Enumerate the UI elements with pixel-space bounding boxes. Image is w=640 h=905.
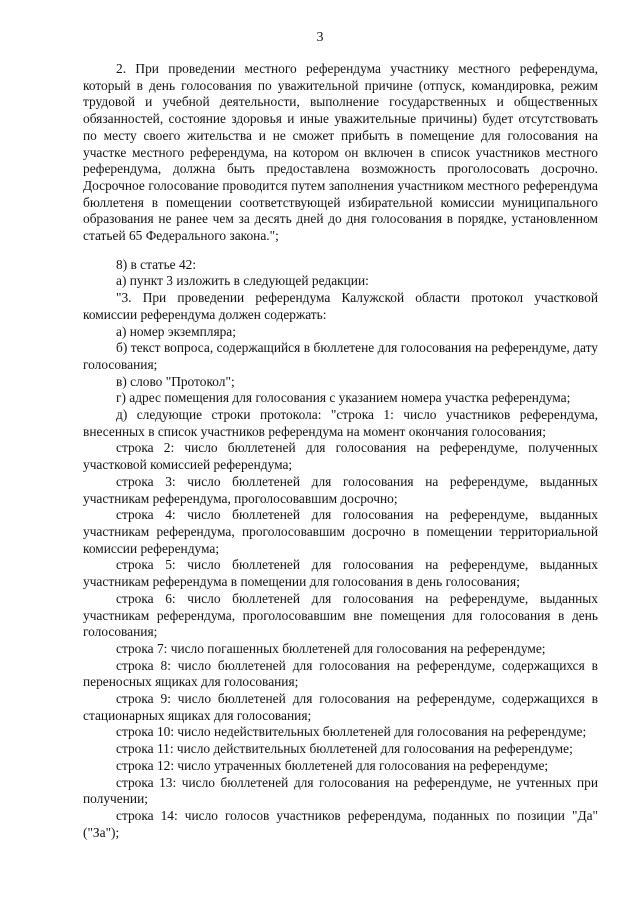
list-item-d: д) следующие строки протокола: "строка 1: число участников референдума, внесенных в список участников референдума на момент окончания голосования; bbox=[83, 407, 598, 439]
paragraph-referendum-early-voting: 2. При проведении местного референдума участнику местного референдума, который в день голосования по уважительной причине (отпуск, командировка, режим трудовой и учебной деятельности, выполнение государственных и общественных обязанностей, состояние здоровья и иные уважительные причины) будет отсутствовать по месту своего жительства и не сможет прибыть в помещение для голосования на участке местного референдума, на котором он включен в список участников местного референдума, должна быть предоставлена возможность проголосовать досрочно. Досрочное голосование проводится путем заполнения участником местного референдума бюллетеня в помещении соответствующей избирательной комиссии муниципального образования не ранее чем за десять дней до дня голосования в порядке, установленном статьей 65 Федерального закона."; bbox=[83, 61, 598, 244]
protocol-line-6: строка 6: число бюллетеней для голосования на референдуме, выданных участникам референдума, проголосовавшим вне помещения для голосования в день голосования; bbox=[83, 590, 598, 640]
protocol-line-14: строка 14: число голосов участников референдума, поданных по позиции "Да" ("За"); bbox=[83, 807, 598, 840]
protocol-line-13: строка 13: число бюллетеней для голосования на референдуме, не учтенных при получении; bbox=[83, 774, 598, 807]
document-body bbox=[83, 61, 598, 841]
protocol-line-7: строка 7: число погашенных бюллетеней для голосования на референдуме; bbox=[116, 640, 546, 656]
protocol-line-11: строка 11: число действительных бюллетеней для голосования на референдуме; bbox=[116, 741, 573, 757]
protocol-line-2: строка 2: число бюллетеней для голосования на референдуме, полученных участковой комиссией референдума; bbox=[83, 440, 598, 473]
paragraph-article-42: 8) в статье 42: bbox=[116, 256, 197, 272]
protocol-line-9: строка 9: число бюллетеней для голосования на референдуме, содержащихся в стационарных ящиках для голосования; bbox=[83, 691, 598, 723]
protocol-line-3: строка 3: число бюллетеней для голосования на референдуме, выданных участникам референдума, проголосовавшим досрочно; bbox=[83, 473, 598, 506]
list-item-b: б) текст вопроса, содержащийся в бюллетене для голосования на референдуме, дату голосования; bbox=[83, 340, 598, 372]
protocol-line-4: строка 4: число бюллетеней для голосования на референдуме, выданных участникам референдума, проголосовавшим досрочно в помещении территориальной комиссии референдума; bbox=[83, 507, 598, 556]
list-item-g: г) адрес помещения для голосования с указанием номера участка референдума; bbox=[116, 390, 571, 406]
list-item-a: а) номер экземпляра; bbox=[116, 323, 236, 339]
protocol-line-12: строка 12: число утраченных бюллетеней для голосования на референдуме; bbox=[116, 757, 549, 773]
protocol-line-8: строка 8: число бюллетеней для голосования на референдуме, содержащихся в переносных ящиках для голосования; bbox=[83, 657, 598, 690]
protocol-line-10: строка 10: число недействительных бюллетеней для голосования на референдуме; bbox=[116, 724, 587, 740]
paragraph-protocol-contents: "3. При проведении референдума Калужской области протокол участковой комиссии референдума должен содержать: bbox=[83, 290, 598, 322]
paragraph-point-3: а) пункт 3 изложить в следующей редакции: bbox=[116, 273, 369, 289]
list-item-v: в) слово "Протокол"; bbox=[116, 373, 235, 389]
protocol-line-5: строка 5: число бюллетеней для голосования на референдуме, выданных участникам референдума в помещении для голосования в день голосования; bbox=[83, 557, 598, 590]
page-number: 3 bbox=[316, 30, 324, 45]
